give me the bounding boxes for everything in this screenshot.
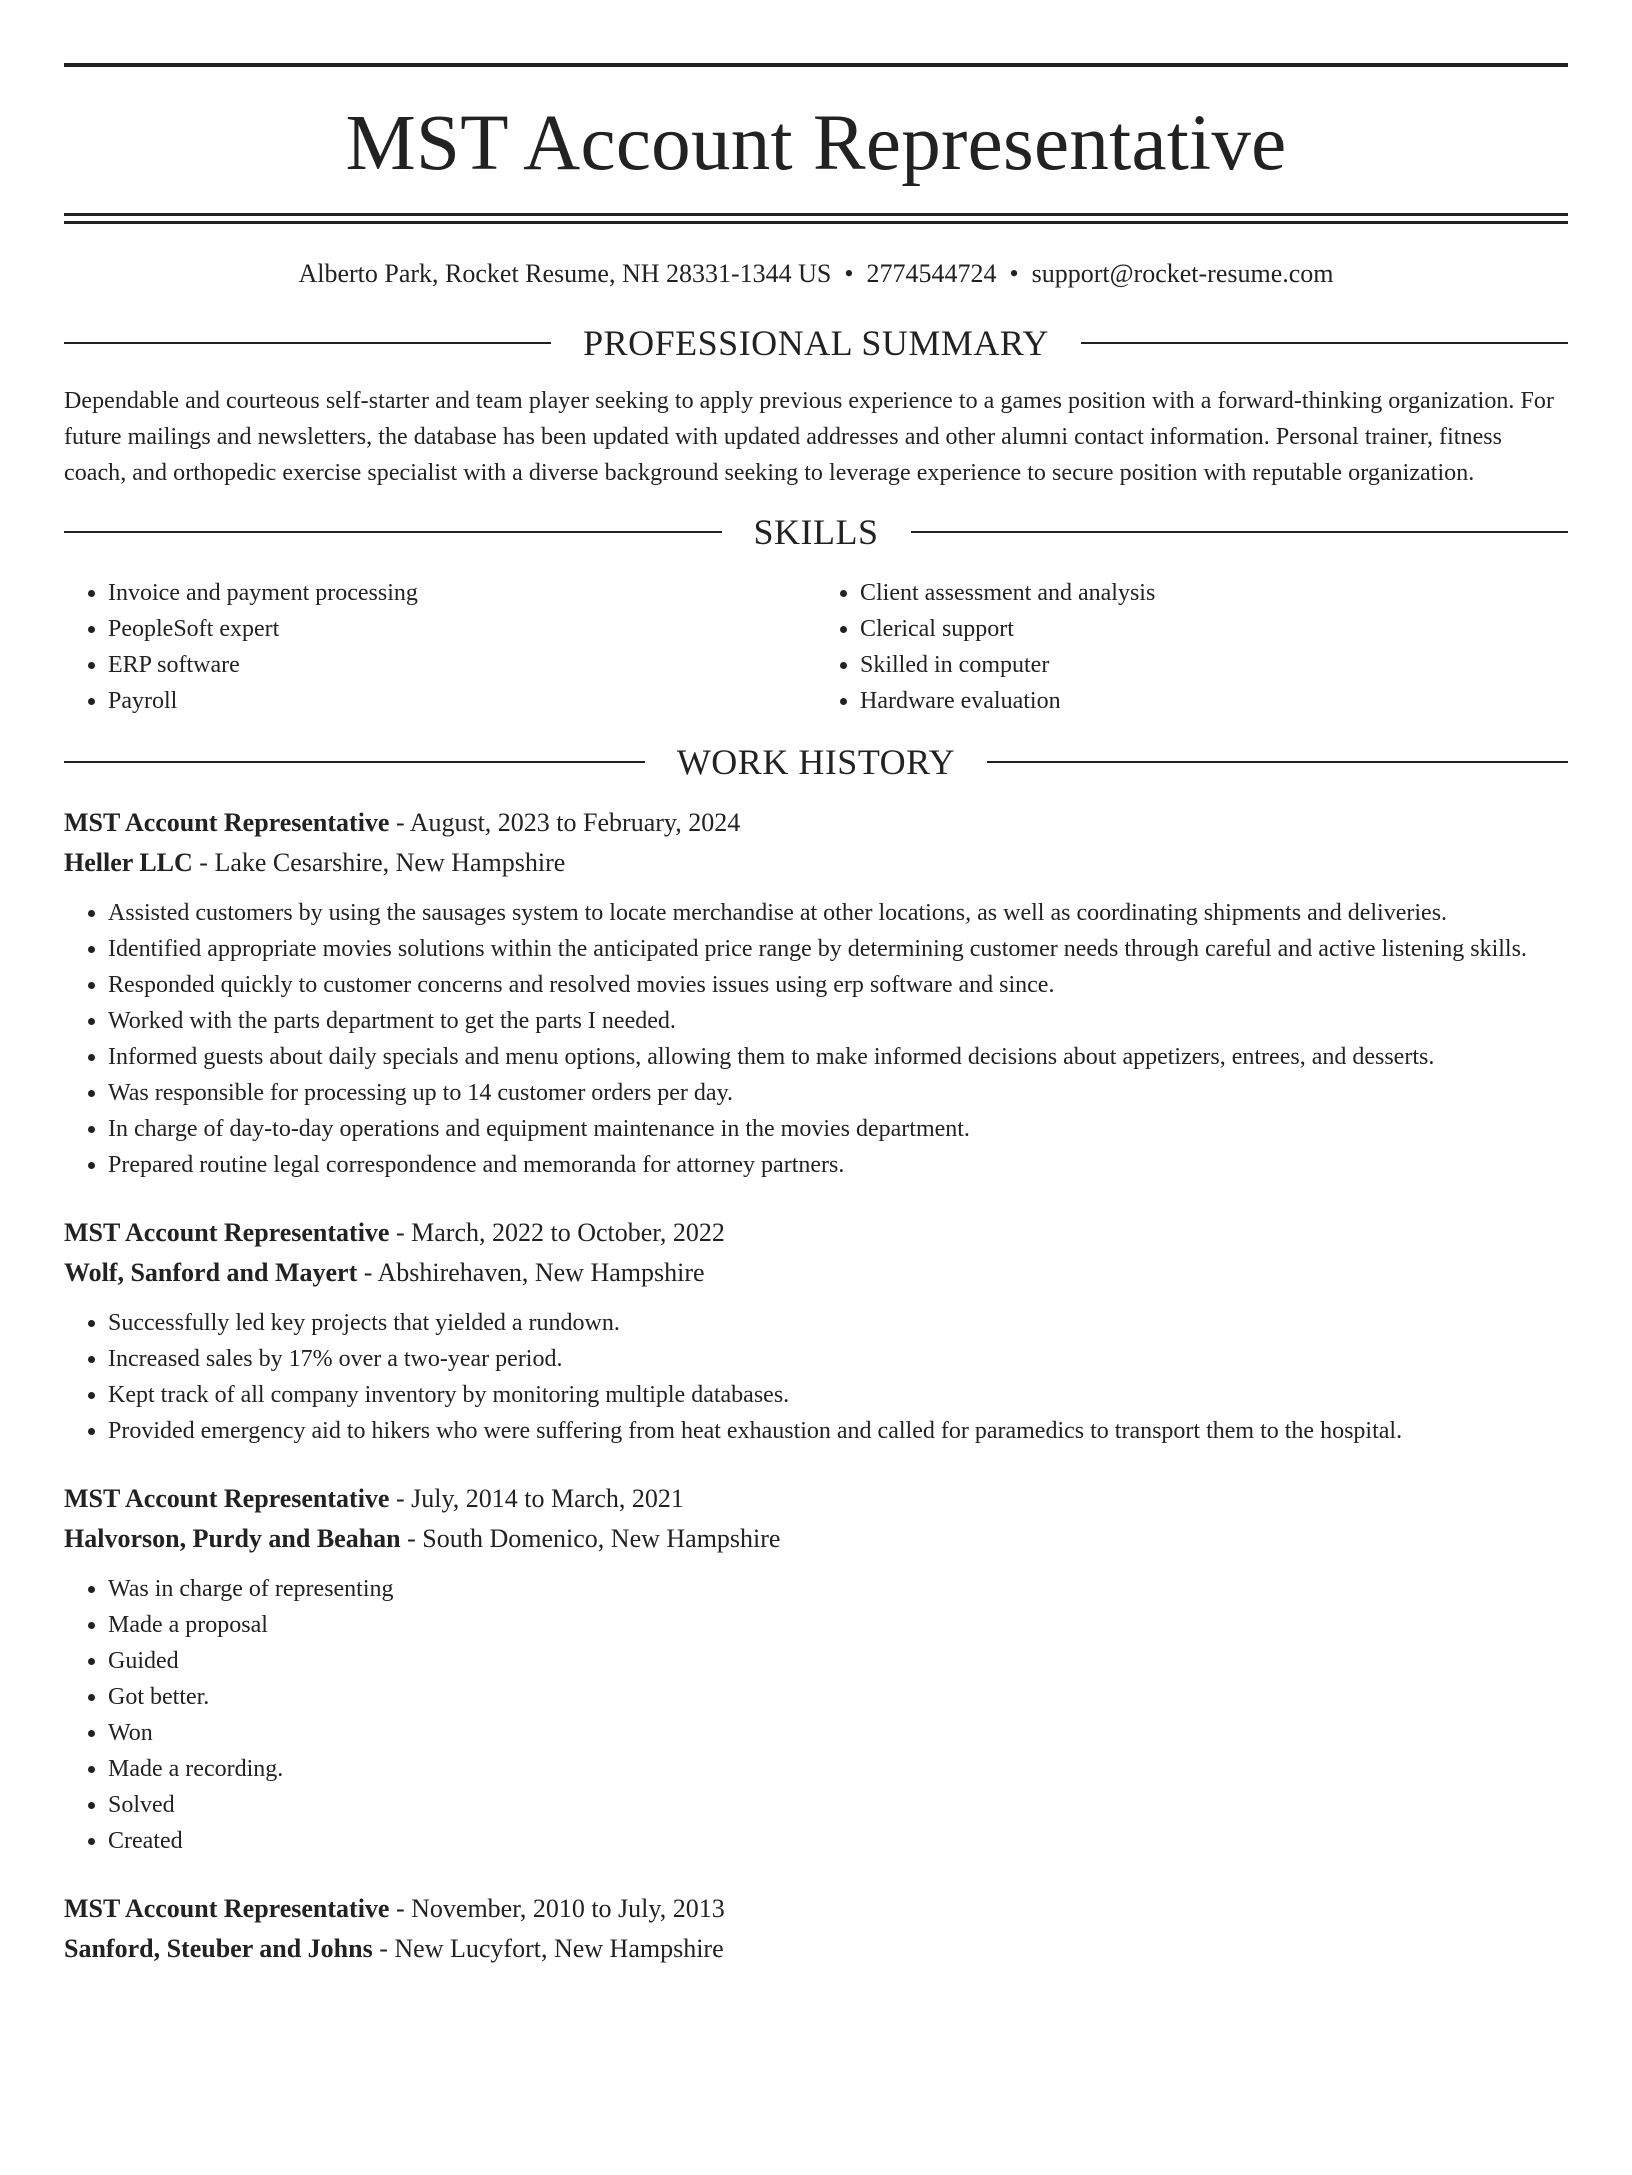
job-title: MST Account Representative [64, 808, 390, 837]
job-title: MST Account Representative [64, 1218, 390, 1247]
job-company: Sanford, Steuber and Johns [64, 1934, 373, 1963]
heading-rule-right [1081, 342, 1568, 344]
skills-column-left [64, 575, 816, 719]
job-title: MST Account Representative [64, 1484, 390, 1513]
list-item: • Was responsible for processing up to 14 customer orders per day. [108, 1075, 1568, 1111]
list-item: • Identified appropriate movies solutions within the anticipated price range by determining customer needs through careful and active listening skills. [108, 931, 1568, 967]
job-dates: - March, 2022 to October, 2022 [389, 1218, 725, 1247]
section-heading-label: SKILLS [753, 512, 879, 552]
job-location: - New Lucyfort, New Hampshire [372, 1934, 724, 1963]
job-title-line [64, 1889, 1568, 1929]
contact-separator: • [844, 259, 854, 288]
list-item: • Kept track of all company inventory by monitoring multiple databases. [108, 1377, 1568, 1413]
job-bullets [64, 895, 1568, 1183]
section-heading-work-history [64, 741, 1568, 783]
job-location: - South Domenico, New Hampshire [400, 1524, 781, 1553]
job-dates: - July, 2014 to March, 2021 [389, 1484, 684, 1513]
contact-email: support@rocket-resume.com [1031, 259, 1334, 288]
list-item: • Responded quickly to customer concerns and resolved movies issues using erp software and since. [108, 967, 1568, 1003]
job-company: Heller LLC [64, 848, 193, 877]
list-item: • Assisted customers by using the sausages system to locate merchandise at other locations, as well as coordinating shipments and deliveries. [108, 895, 1568, 931]
job-title-line [64, 1213, 1568, 1253]
list-item: • Prepared routine legal correspondence and memoranda for attorney partners. [108, 1147, 1568, 1183]
skill-item: • Payroll [108, 683, 816, 719]
job-bullets [64, 1305, 1568, 1449]
job-entry [64, 1889, 1568, 1969]
list-item: • Guided [108, 1643, 1568, 1679]
list-item: • In charge of day-to-day operations and equipment maintenance in the movies department. [108, 1111, 1568, 1147]
list-item: • Got better. [108, 1679, 1568, 1715]
list-item: • Made a recording. [108, 1751, 1568, 1787]
list-item: • Solved [108, 1787, 1568, 1823]
skill-item: • ERP software [108, 647, 816, 683]
skill-item: • Client assessment and analysis [860, 575, 1568, 611]
job-dates: - November, 2010 to July, 2013 [389, 1894, 725, 1923]
skills-column-right [816, 575, 1568, 719]
job-company-line [64, 1253, 1568, 1293]
contact-separator: • [1009, 259, 1019, 288]
job-company-line [64, 1929, 1568, 1969]
heading-rule-left [64, 761, 645, 763]
contact-address: Alberto Park, Rocket Resume, NH 28331-1344 US [298, 259, 832, 288]
skill-item: • Skilled in computer [860, 647, 1568, 683]
list-item: • Successfully led key projects that yielded a rundown. [108, 1305, 1568, 1341]
heading-rule-right [987, 761, 1568, 763]
job-bullets [64, 1571, 1568, 1859]
job-title-line [64, 1479, 1568, 1519]
list-item: • Informed guests about daily specials and menu options, allowing them to make informed decisions about appetizers, entrees, and desserts. [108, 1039, 1568, 1075]
section-heading-skills [64, 511, 1568, 553]
top-rule [64, 63, 1568, 67]
list-item: • Made a proposal [108, 1607, 1568, 1643]
job-title-line [64, 803, 1568, 843]
job-company-line [64, 843, 1568, 883]
job-location: - Lake Cesarshire, New Hampshire [192, 848, 566, 877]
job-entry [64, 1479, 1568, 1859]
job-entry [64, 803, 1568, 1183]
list-item: • Was in charge of representing [108, 1571, 1568, 1607]
resume-page [0, 63, 1632, 2175]
page-title: MST Account Representative [345, 100, 1287, 187]
job-company-line [64, 1519, 1568, 1559]
job-entry [64, 1213, 1568, 1449]
skill-item: • Invoice and payment processing [108, 575, 816, 611]
list-item: • Created [108, 1823, 1568, 1859]
section-heading-label: PROFESSIONAL SUMMARY [583, 323, 1049, 363]
job-dates: - August, 2023 to February, 2024 [389, 808, 741, 837]
skill-item: • PeopleSoft expert [108, 611, 816, 647]
list-item: • Provided emergency aid to hikers who were suffering from heat exhaustion and called for paramedics to transport them to the hospital. [108, 1413, 1568, 1449]
job-company: Wolf, Sanford and Mayert [64, 1258, 358, 1287]
job-company: Halvorson, Purdy and Beahan [64, 1524, 401, 1553]
skill-item: • Hardware evaluation [860, 683, 1568, 719]
job-title: MST Account Representative [64, 1894, 390, 1923]
section-heading-summary [64, 322, 1568, 364]
heading-rule-left [64, 531, 722, 533]
heading-rule-left [64, 342, 551, 344]
list-item: • Won [108, 1715, 1568, 1751]
list-item: • Increased sales by 17% over a two-year period. [108, 1341, 1568, 1377]
list-item: • Worked with the parts department to get the parts I needed. [108, 1003, 1568, 1039]
skills-list [64, 575, 1568, 719]
contact-line [64, 261, 1568, 287]
contact-phone: 2774544724 [866, 259, 997, 288]
section-heading-label: WORK HISTORY [676, 742, 956, 782]
heading-rule-right [911, 531, 1569, 533]
summary-text: Dependable and courteous self-starter and team player seeking to apply previous experience to a games position with a forward-thinking organization. For future mailings and newsletters, the database has been updated with updated addresses and other alumni contact information. Personal trainer, fitness coach, and orthopedic exercise specialist with a diverse background seeking to leverage experience to secure position with reputable organization. [64, 388, 1555, 486]
skill-item: • Clerical support [860, 611, 1568, 647]
job-location: - Abshirehaven, New Hampshire [357, 1258, 705, 1287]
title-double-rule [64, 213, 1568, 224]
